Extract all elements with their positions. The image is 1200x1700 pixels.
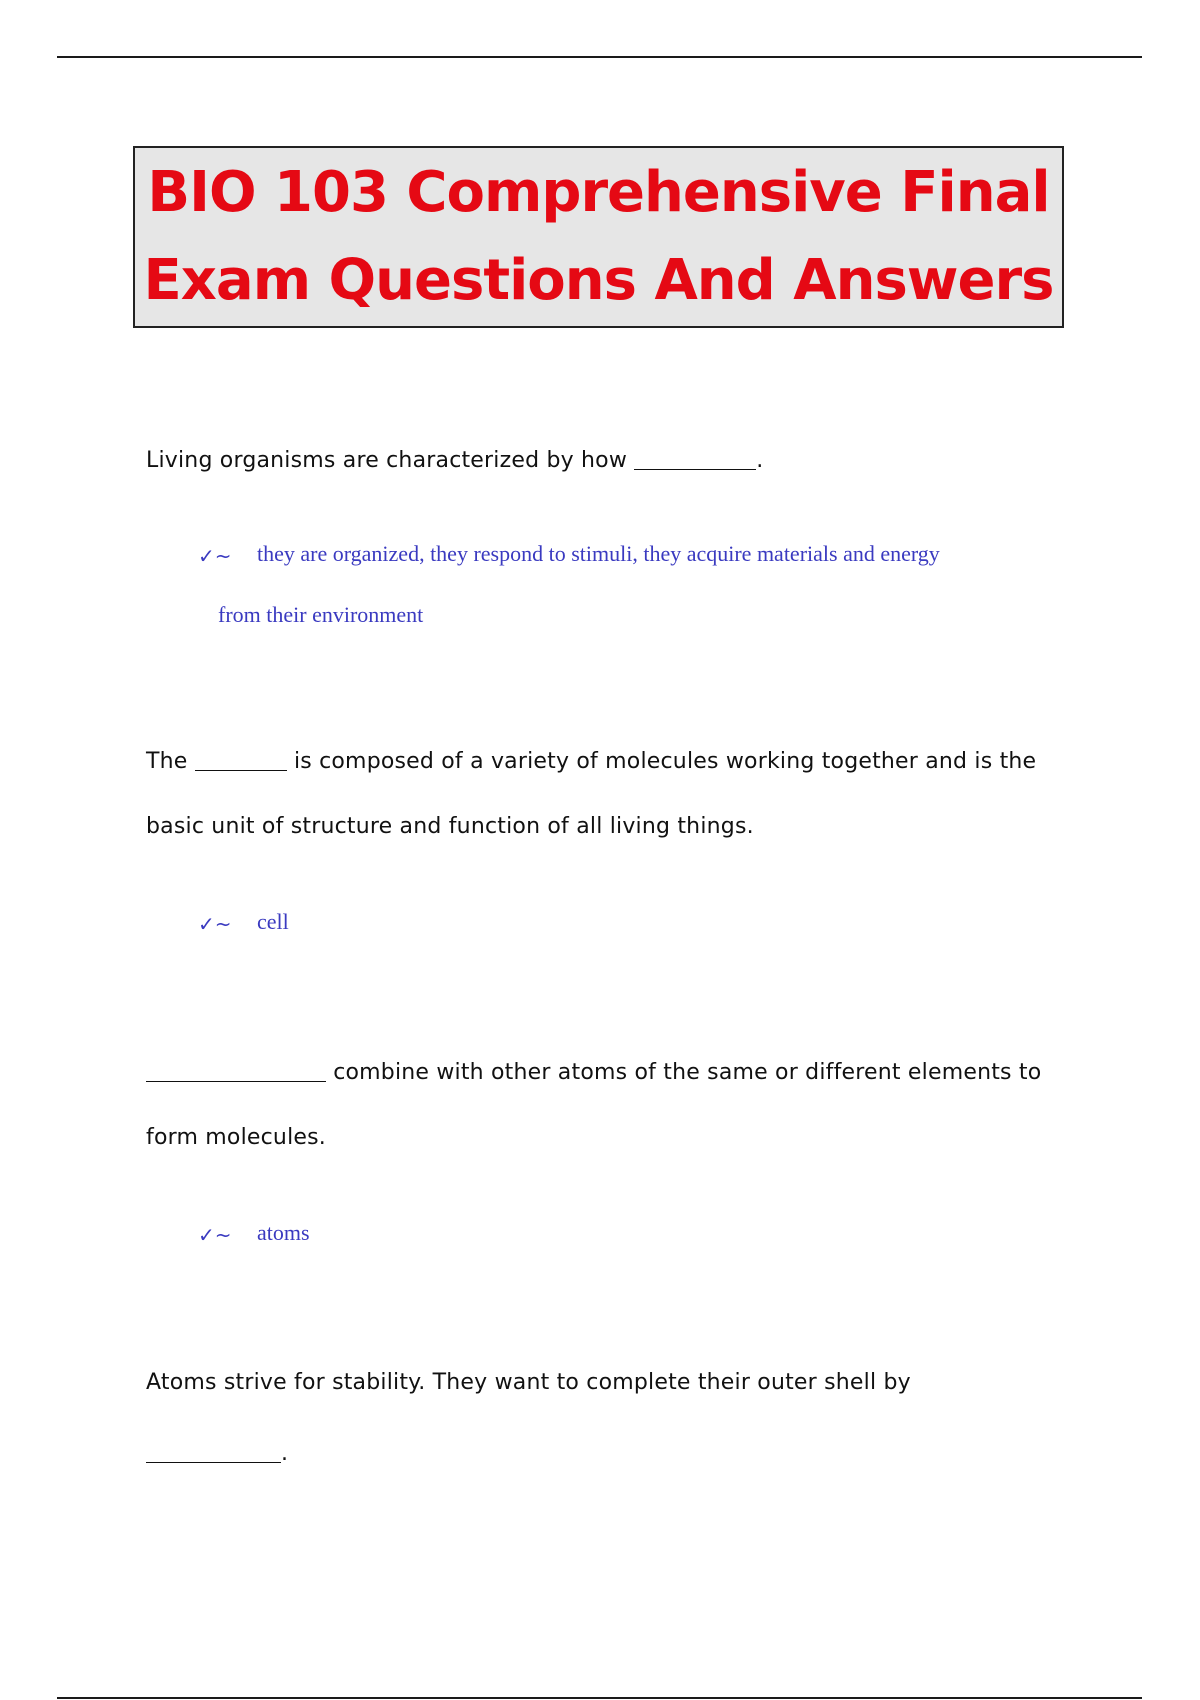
title-box [133,146,1064,328]
answer-2: cell [257,909,289,934]
question-2-line-1 [146,748,1036,774]
check-icon: ✓~ [198,1223,232,1247]
check-icon: ✓~ [198,544,232,568]
title-line-2: Exam Questions And Answers [143,248,1054,313]
question-punct: . [756,448,764,473]
question-4-line-1: Atoms strive for stability. They want to complete their outer shell by [146,1370,911,1395]
answer-blank [146,1440,281,1463]
question-text: Living organisms are characterized by how [146,448,628,473]
question-3-line-1 [146,1059,1041,1085]
question-3-line-2: form molecules. [146,1125,326,1150]
answer-blank [146,1059,326,1082]
question-punct: . [281,1441,289,1466]
question-text: combine with other atoms of the same or different elements to [333,1060,1042,1085]
answer-1-line-2: from their environment [218,602,424,627]
question-4-line-2 [146,1440,288,1466]
answer-blank [634,447,756,470]
answer-3: atoms [257,1220,310,1245]
answer-1-line-1: they are organized, they respond to stimuli, they acquire materials and energy [257,541,940,566]
footer-rule [57,1697,1142,1699]
title-line-1: BIO 103 Comprehensive Final [147,160,1050,225]
question-text: The [146,749,188,774]
question-text: is composed of a variety of molecules working together and is the [293,749,1037,774]
answer-blank [195,748,287,771]
header-rule [57,56,1142,58]
question-1-line-1 [146,447,763,473]
question-2-line-2: basic unit of structure and function of all living things. [146,814,754,839]
check-icon: ✓~ [198,912,232,936]
